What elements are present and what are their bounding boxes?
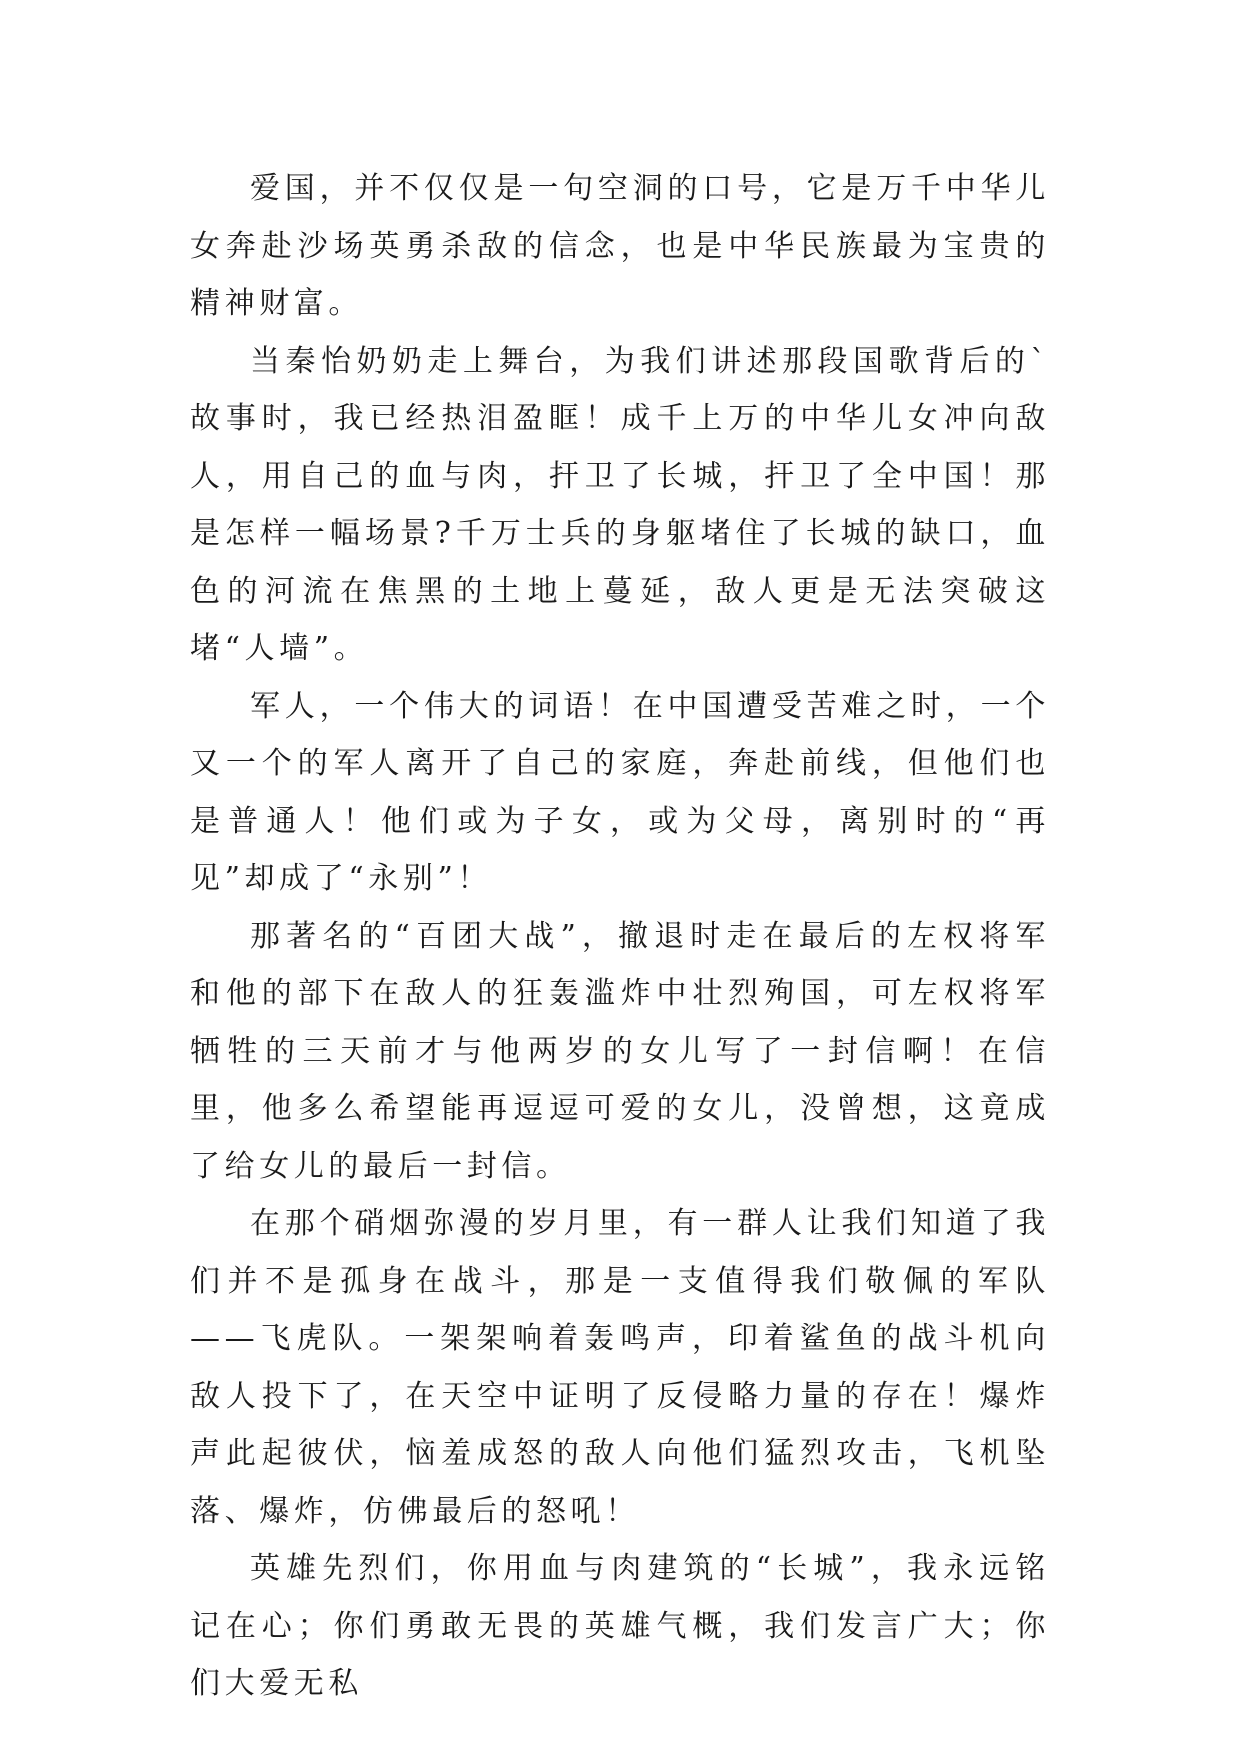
paragraph-5: 在那个硝烟弥漫的岁月里，有一群人让我们知道了我们并不是孤身在战斗，那是一支值得我们敬佩的军队——飞虎队。一架架响着轰鸣声，印着鲨鱼的战斗机向敌人投下了，在天空中证明了反侵略力量的存在！爆炸声此起彼伏，恼羞成怒的敌人向他们猛烈攻击，飞机坠落、爆炸，仿佛最后的怒吼！ xyxy=(190,1206,1050,1529)
paragraph-6: 英雄先烈们，你用血与肉建筑的“长城”，我永远铭记在心；你们勇敢无畏的英雄气概，我们发言广大；你们大爱无私 xyxy=(190,1551,1050,1701)
paragraph-1: 爱国，并不仅仅是一句空洞的口号，它是万千中华儿女奔赴沙场英勇杀敌的信念，也是中华民族最为宝贵的精神财富。 xyxy=(190,171,1050,321)
paragraph-4: 那著名的“百团大战”，撤退时走在最后的左权将军和他的部下在敌人的狂轰滥炸中壮烈殉国，可左权将军牺牲的三天前才与他两岁的女儿写了一封信啊！在信里，他多么希望能再逗逗可爱的女儿，没曾想，这竟成了给女儿的最后一封信。 xyxy=(190,918,1050,1184)
paragraph-2: 当秦怡奶奶走上舞台，为我们讲述那段国歌背后的`故事时，我已经热泪盈眶！成千上万的中华儿女冲向敌人，用自己的血与肉，扞卫了长城，扞卫了全中国！那是怎样一幅场景?千万士兵的身躯堵住了长城的缺口，血色的河流在焦黑的土地上蔓延，敌人更是无法突破这堵“人墙”。 xyxy=(190,343,1050,666)
paragraph-3: 军人，一个伟大的词语！在中国遭受苦难之时，一个又一个的军人离开了自己的家庭，奔赴前线，但他们也是普通人！他们或为子女，或为父母，离别时的“再见”却成了“永别”！ xyxy=(190,688,1050,896)
document-body xyxy=(190,160,1050,1713)
